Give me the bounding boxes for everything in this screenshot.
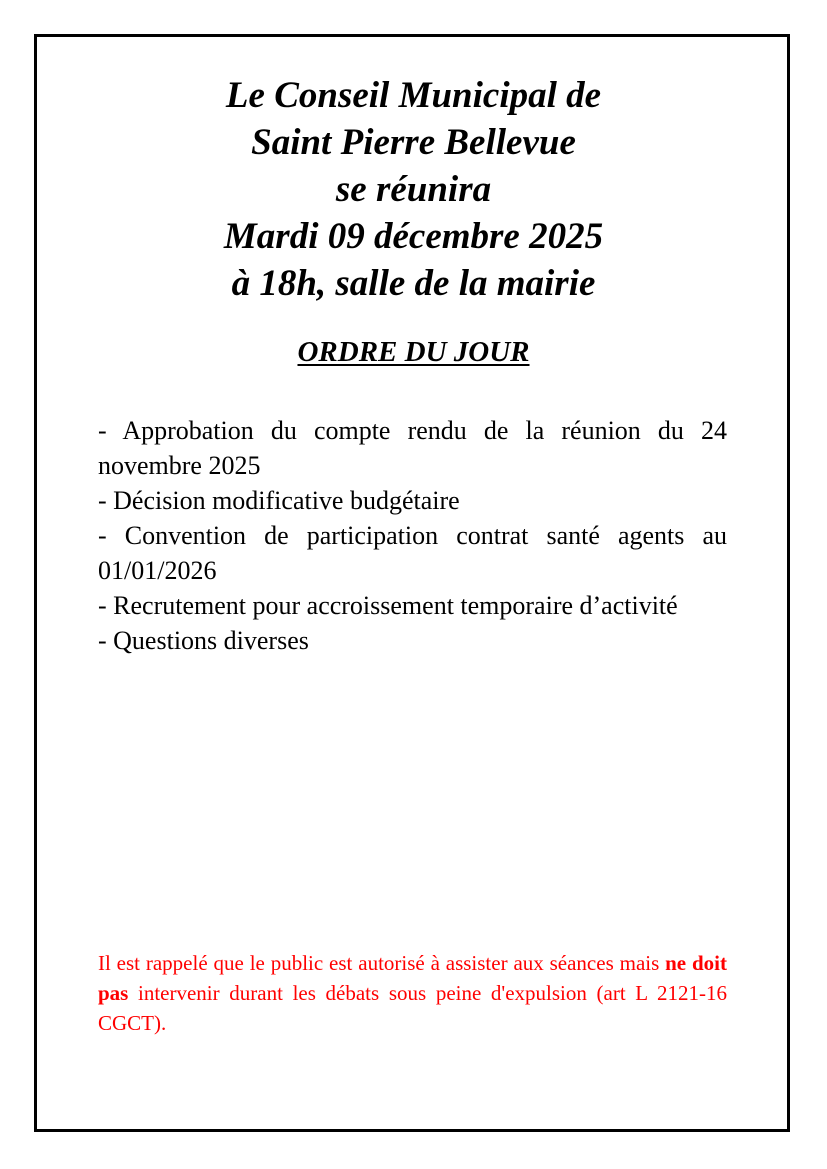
agenda-item-approval-minutes: - Approbation du compte rendu de la réunion du 24 novembre 2025 — [98, 416, 727, 480]
agenda-heading: ORDRE DU JOUR — [297, 336, 530, 368]
title-line-council: Le Conseil Municipal de — [225, 75, 602, 116]
title-line-commune: Saint Pierre Bellevue — [251, 122, 576, 163]
agenda-item-miscellaneous: - Questions diverses — [98, 626, 309, 655]
notice-text-end: intervenir durant les débats sous peine d'expulsion (art L 2121-16 CGCT). — [98, 981, 727, 1035]
title-line-time-location: à 18h, salle de la mairie — [231, 263, 596, 304]
title-line-date: Mardi 09 décembre 2025 — [223, 216, 604, 257]
public-attendance-notice — [98, 948, 727, 1038]
title-line-will-meet: se réunira — [335, 169, 492, 210]
notice-emphasis: ne doit pas — [98, 951, 727, 1005]
agenda-item-recruitment: - Recrutement pour accroissement temporaire d’activité — [98, 591, 678, 620]
meeting-announcement-title — [0, 72, 827, 307]
agenda-item-health-convention: - Convention de participation contrat santé agents au 01/01/2026 — [98, 521, 727, 585]
notice-text-start: Il est rappelé que le public est autorisé à assister aux séances mais — [98, 951, 666, 975]
agenda-item-budget-decision: - Décision modificative budgétaire — [98, 486, 460, 515]
agenda-list — [98, 413, 727, 658]
